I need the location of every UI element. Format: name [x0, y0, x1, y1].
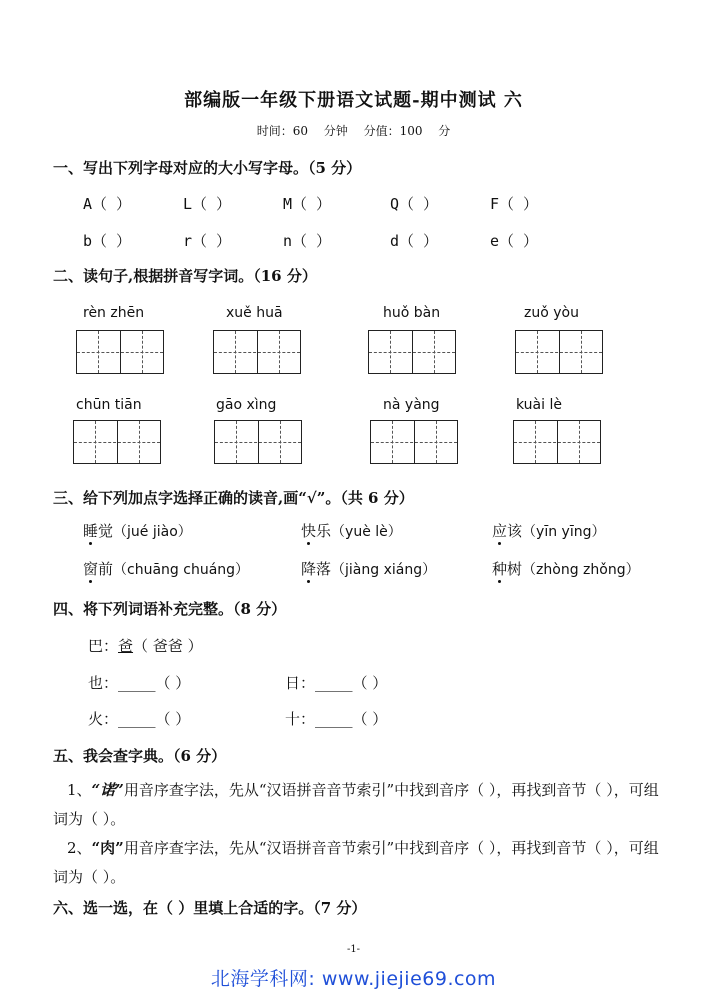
section2-heading: 二、读句子,根据拼音写字词。（16 分） — [53, 267, 317, 285]
reading-choice-item[interactable] — [83, 558, 249, 579]
section1-heading: 一、写出下列字母对应的大小写字母。（5 分） — [53, 159, 362, 177]
writing-grid[interactable] — [76, 330, 164, 374]
fill-word-item[interactable]: 十：_____（ ） — [285, 710, 388, 728]
reading-choice-item[interactable] — [492, 520, 605, 541]
exam-meta: 时间：60 分钟 分值：100 分 — [256, 124, 451, 138]
pinyin-options: （chuāng chuáng） — [113, 562, 250, 578]
dotted-char: 睡 — [83, 522, 99, 540]
word-rest: 树 — [507, 560, 523, 578]
writing-grid[interactable] — [214, 420, 302, 464]
pinyin-label: gāo xìng — [216, 397, 277, 413]
dotted-char: 窗 — [83, 560, 99, 578]
question-char: “肉” — [91, 839, 124, 857]
fill-word-item[interactable]: 火：_____（ ） — [88, 710, 191, 728]
writing-grid[interactable] — [515, 330, 603, 374]
dotted-char: 种 — [492, 560, 508, 578]
question-char: “诺” — [91, 781, 124, 799]
dotted-char: 快 — [301, 522, 317, 540]
pinyin-label: rèn zhēn — [83, 305, 145, 321]
page-number: -1- — [346, 944, 361, 955]
upper-letter-item: A（ ） — [83, 195, 132, 213]
upper-letter-item: M（ ） — [283, 195, 332, 213]
pinyin-options: （jué jiào） — [113, 524, 192, 540]
upper-letter-item: F（ ） — [490, 195, 539, 213]
question-number: 1、 — [67, 781, 92, 799]
upper-letter-item: L（ ） — [183, 195, 232, 213]
section6-heading: 六、选一选，在（ ）里填上合适的字。（7 分） — [53, 899, 367, 917]
reading-choice-item[interactable] — [492, 558, 640, 579]
section4-heading: 四、将下列词语补充完整。（8 分） — [53, 600, 287, 618]
example-prefix: 巴： — [88, 637, 119, 655]
example-suffix: （ 爸爸 ） — [133, 637, 203, 655]
watermark-banner: 北海学科网: www.jiejie69.com — [210, 968, 497, 990]
pinyin-label: nà yàng — [383, 397, 440, 413]
pinyin-label: xuě huā — [226, 305, 283, 321]
word-rest: 前 — [98, 560, 114, 578]
pinyin-label: huǒ bàn — [383, 305, 441, 321]
writing-grid[interactable] — [73, 420, 161, 464]
reading-choice-item[interactable] — [301, 520, 402, 541]
section5-heading: 五、我会查字典。（6 分） — [53, 747, 227, 765]
reading-choice-item[interactable] — [83, 520, 192, 541]
question-number: 2、 — [67, 839, 92, 857]
word-rest: 觉 — [98, 522, 114, 540]
writing-grid[interactable] — [370, 420, 458, 464]
lower-letter-item: b（ ） — [83, 232, 132, 250]
writing-grid[interactable] — [213, 330, 301, 374]
pinyin-options: （yīn yīng） — [522, 524, 606, 540]
pinyin-label: chūn tiān — [76, 397, 142, 413]
pinyin-options: （zhòng zhǒng） — [522, 562, 640, 578]
pinyin-label: zuǒ yòu — [524, 305, 579, 321]
fill-word-item[interactable]: 日：_____（ ） — [285, 674, 388, 692]
example-item — [88, 635, 203, 656]
word-rest: 该 — [507, 522, 523, 540]
pinyin-options: （jiàng xiáng） — [331, 562, 437, 578]
upper-letter-item: Q（ ） — [390, 195, 439, 213]
pinyin-options: （yuè lè） — [331, 524, 402, 540]
dotted-char: 降 — [301, 560, 317, 578]
pinyin-label: kuài lè — [516, 397, 562, 413]
writing-grid[interactable] — [368, 330, 456, 374]
lower-letter-item: r（ ） — [183, 232, 232, 250]
example-answer: 爸 — [118, 637, 134, 655]
lower-letter-item: n（ ） — [283, 232, 332, 250]
question-text: 用音序查字法，先从“汉语拼音音节索引”中找到音序（ ），再找到音节（ ），可组词为（ ）。 — [53, 839, 659, 886]
dictionary-question-1 — [53, 776, 663, 834]
page-title: 部编版一年级下册语文试题-期中测试 六 — [184, 90, 523, 111]
word-rest: 落 — [316, 560, 332, 578]
dictionary-question-2 — [53, 834, 663, 892]
fill-word-item[interactable]: 也：_____（ ） — [88, 674, 191, 692]
reading-choice-item[interactable] — [301, 558, 436, 579]
question-text: 用音序查字法，先从“汉语拼音音节索引”中找到音序（ ），再找到音节（ ），可组词为（ ）。 — [53, 781, 659, 828]
writing-grid[interactable] — [513, 420, 601, 464]
section3-heading: 三、给下列加点字选择正确的读音,画“√”。（共 6 分） — [53, 489, 414, 507]
lower-letter-item: d（ ） — [390, 232, 439, 250]
word-rest: 乐 — [316, 522, 332, 540]
dotted-char: 应 — [492, 522, 508, 540]
lower-letter-item: e（ ） — [490, 232, 539, 250]
